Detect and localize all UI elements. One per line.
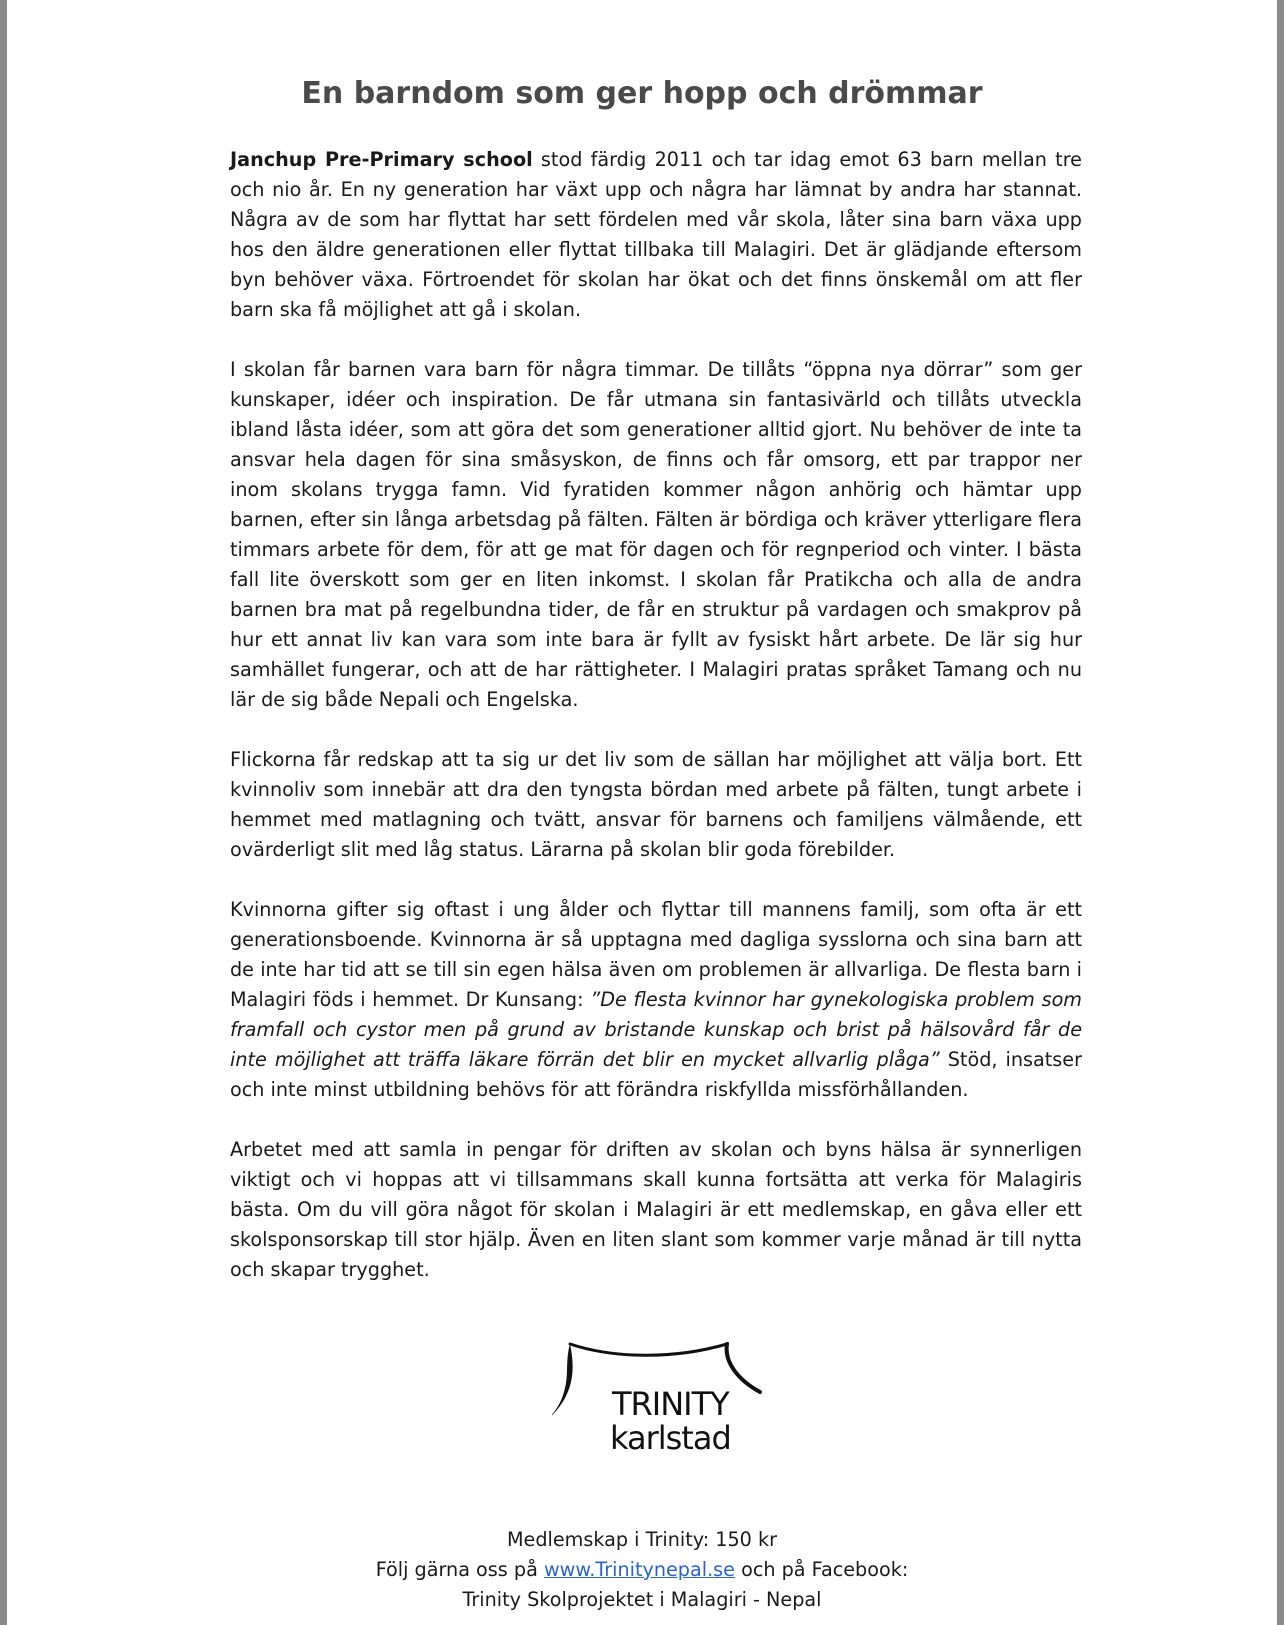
paragraph-4-text-before: Kvinnorna gifter sig oftast i ung ålder och flyttar till mannens familj, som ofta är ett generationsboende. Kvinnorna är så upptagna med dagliga sysslorna och sina barn att de inte har tid att se till sin egen hälsa även om problemen är allvarliga. De flesta barn i Malagiri föds i hemmet. Dr Kunsang: [230, 898, 1082, 1011]
footer [7, 1525, 1277, 1615]
facebook-page-name: Trinity Skolprojektet i Malagiri - Nepal [462, 1588, 822, 1611]
membership-price: Medlemskap i Trinity: 150 kr [507, 1528, 777, 1551]
document-page [7, 0, 1277, 1625]
paragraph-3: Flickorna får redskap att ta sig ur det liv som de sällan har möjlighet att välja bort. Ett kvinnoliv som innebär att dra den tyngsta bördan med arbete på fälten, tungt arbete i hemmet med matlagning och tvätt, ansvar för barnens och familjens välmående, ett ovärderligt slit med låg status. Lärarna på skolan blir goda förebilder. [230, 748, 1082, 861]
paragraph-1-text: stod färdig 2011 och tar idag emot 63 barn mellan tre och nio år. En ny generation har växt upp och några har lämnat by andra har stannat. Några av de som har flyttat har sett fördelen med vår skola, låter sina barn växa upp hos den äldre generationen eller flyttat tillbaka till Malagiri. Det är glädjande eftersom byn behöver växa. Förtroendet för skolan har ökat och det finns önskemål om att fler barn ska få möjlighet att gå i skolan. [230, 148, 1082, 321]
follow-text-before: Följ gärna oss på [375, 1558, 544, 1581]
body-text [230, 145, 1082, 1315]
follow-line [7, 1555, 1277, 1585]
window-edge-left [0, 0, 7, 1625]
window-edge-right [1277, 0, 1284, 1625]
page-title: En barndom som ger hopp och drömmar [301, 76, 983, 111]
paragraph-4 [230, 895, 1082, 1105]
school-name: Janchup Pre-Primary school [230, 148, 533, 171]
trinity-karlstad-logo [552, 1342, 792, 1462]
paragraph-2: I skolan får barnen vara barn för några timmar. De tillåts “öppna nya dörrar” som ger kunskaper, idéer och inspiration. De får utmana sin fantasivärld och tillåts utveckla ibland låsta idéer, som att göra det som generationer alltid gjort. Nu behöver de inte ta ansvar hela dagen för sina småsyskon, de finns och får omsorg, ett par trappor ner inom skolans trygga famn. Vid fyratiden kommer någon anhörig och hämtar upp barnen, efter sin långa arbetsdag på fälten. Fälten är bördiga och kräver ytterligare flera timmars arbete för dem, för att ge mat för dagen och för regnperiod och vinter. I bästa fall lite överskott som ger en liten inkomst. I skolan får Pratikcha och alla de andra barnen bra mat på regelbundna tider, de får en struktur på vardagen och smakprov på hur ett annat liv kan vara som inte bara är fyllt av fysiskt hårt arbete. De lär sig hur samhället fungerar, och att de har rättigheter. I Malagiri pratas språket Tamang och nu lär de sig både Nepali och Engelska. [230, 358, 1082, 711]
follow-text-after: och på Facebook: [734, 1558, 909, 1581]
paragraph-5: Arbetet med att samla in pengar för driften av skolan och byns hälsa är synnerligen viktigt och vi hoppas att vi tillsammans skall kunna fortsätta att verka för Malagiris bästa. Om du vill göra något för skolan i Malagiri är ett medlemskap, en gåva eller ett skolsponsorskap till stor hjälp. Även en liten slant som kommer varje månad är till nytta och skapar trygghet. [230, 1138, 1082, 1281]
logo-text-trinity: TRINITY [612, 1385, 729, 1423]
paragraph-1 [230, 145, 1082, 325]
paragraph-4-text-after: Stöd, insatser och inte minst utbildning behövs för att förändra riskfyllda missförhållanden. [230, 1048, 1082, 1101]
doctor-quote: ”De flesta kvinnor har gynekologiska problem som framfall och cystor men på grund av bristande kunskap och brist på hälsovård får de inte möjlighet att träffa läkare förrän det blir en mycket allvarlig plåga” [230, 988, 1082, 1071]
logo-text-karlstad: karlstad [610, 1419, 731, 1457]
website-link[interactable]: www.Trinitynepal.se [543, 1558, 735, 1581]
